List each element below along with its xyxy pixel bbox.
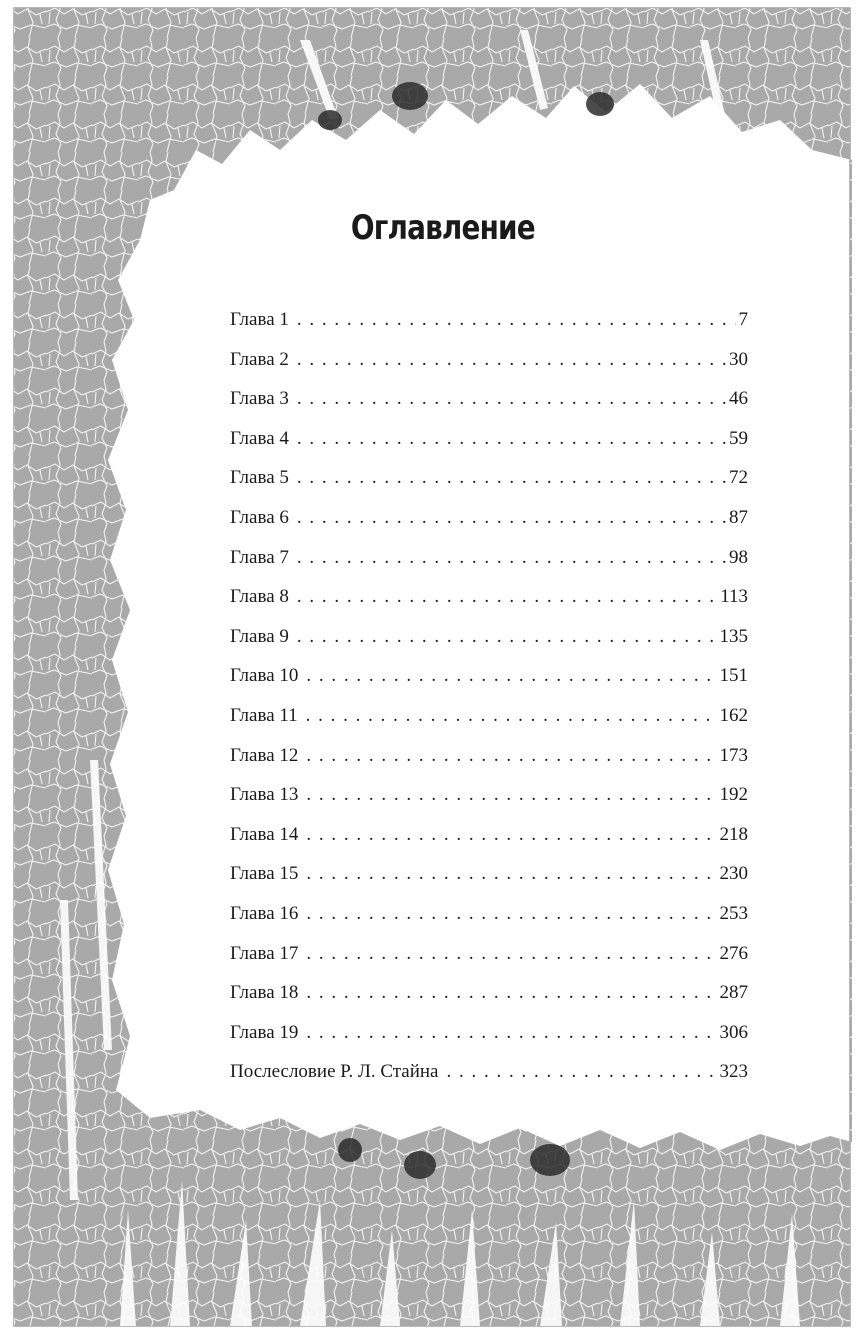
toc-entry [230, 815, 748, 855]
toc-entry-afterword [230, 1052, 748, 1092]
toc-dot-leader [306, 894, 716, 934]
toc-dot-leader [297, 538, 726, 578]
toc-entry-label: Глава 15 [230, 863, 299, 885]
toc-entry-label: Глава 4 [230, 427, 289, 449]
toc-entry-page: 218 [719, 823, 748, 845]
toc-dot-leader [297, 498, 726, 538]
toc-entry-page: 46 [729, 388, 748, 410]
toc-entry [230, 656, 748, 696]
toc-entry [230, 894, 748, 934]
toc-entry-label: Глава 1 [230, 309, 289, 330]
toc-entry-label: Глава 9 [230, 625, 289, 647]
toc-entry-label: Послесловие Р. Л. Стайна [230, 1061, 439, 1083]
toc-entry-page: 30 [729, 348, 748, 370]
toc-entry [230, 973, 748, 1013]
toc-entry [230, 498, 748, 538]
toc-entry [230, 577, 748, 617]
toc-dot-leader [306, 815, 716, 855]
toc-entry-page: 113 [720, 586, 748, 608]
toc-entry [230, 379, 748, 419]
toc-entry-page: 98 [729, 546, 748, 568]
toc-dot-leader [447, 1052, 717, 1092]
toc-dot-leader [297, 458, 726, 498]
table-of-contents [230, 300, 748, 1092]
toc-entry-label: Глава 11 [230, 704, 298, 726]
toc-dot-leader [306, 736, 716, 776]
toc-entry-label: Глава 10 [230, 665, 299, 687]
toc-dot-leader [306, 775, 716, 815]
toc-entry-page: 253 [719, 902, 748, 924]
toc-entry-label: Глава 5 [230, 467, 289, 489]
toc-entry-page: 287 [719, 982, 748, 1004]
toc-dot-leader [306, 1013, 716, 1053]
toc-entry-label: Глава 2 [230, 348, 289, 370]
toc-dot-leader [297, 419, 726, 459]
toc-dot-leader [297, 577, 717, 617]
toc-entry-page: 135 [719, 625, 748, 647]
toc-entry [230, 854, 748, 894]
toc-entry-page: 230 [719, 863, 748, 885]
page-title: Оглавление [350, 208, 535, 248]
toc-entry [230, 538, 748, 578]
toc-entry [230, 775, 748, 815]
toc-dot-leader [306, 696, 717, 736]
toc-entry-label: Глава 17 [230, 942, 299, 964]
toc-entry [230, 300, 748, 340]
toc-dot-leader [297, 300, 736, 340]
toc-entry-page: 323 [719, 1061, 748, 1083]
toc-entry-page: 72 [729, 467, 748, 489]
toc-entry [230, 617, 748, 657]
toc-entry [230, 340, 748, 380]
toc-entry-page: 173 [719, 744, 748, 766]
toc-dot-leader [306, 973, 716, 1013]
toc-entry-page: 192 [719, 784, 748, 806]
toc-dot-leader [297, 617, 717, 657]
toc-entry-page: 276 [719, 942, 748, 964]
toc-entry [230, 736, 748, 776]
toc-entry [230, 419, 748, 459]
toc-dot-leader [306, 854, 716, 894]
toc-dot-leader [297, 340, 726, 380]
toc-entry-label: Глава 14 [230, 823, 299, 845]
toc-entry-page: 162 [719, 704, 748, 726]
toc-entry [230, 696, 748, 736]
toc-entry [230, 934, 748, 974]
toc-entry-label: Глава 3 [230, 388, 289, 410]
toc-entry-label: Глава 12 [230, 744, 299, 766]
toc-entry-label: Глава 8 [230, 586, 289, 608]
toc-entry-label: Глава 16 [230, 902, 299, 924]
toc-dot-leader [297, 379, 726, 419]
toc-entry-page: 306 [719, 1021, 748, 1043]
toc-entry-label: Глава 6 [230, 506, 289, 528]
toc-dot-leader [306, 934, 716, 974]
toc-entry-label: Глава 19 [230, 1021, 299, 1043]
toc-entry-page: 7 [738, 309, 748, 330]
toc-entry-label: Глава 7 [230, 546, 289, 568]
toc-entry [230, 1013, 748, 1053]
toc-entry [230, 458, 748, 498]
toc-entry-label: Глава 18 [230, 982, 299, 1004]
toc-entry-page: 87 [729, 506, 748, 528]
toc-entry-page: 151 [719, 665, 748, 687]
toc-dot-leader [306, 656, 716, 696]
toc-entry-label: Глава 13 [230, 784, 299, 806]
toc-entry-page: 59 [729, 427, 748, 449]
